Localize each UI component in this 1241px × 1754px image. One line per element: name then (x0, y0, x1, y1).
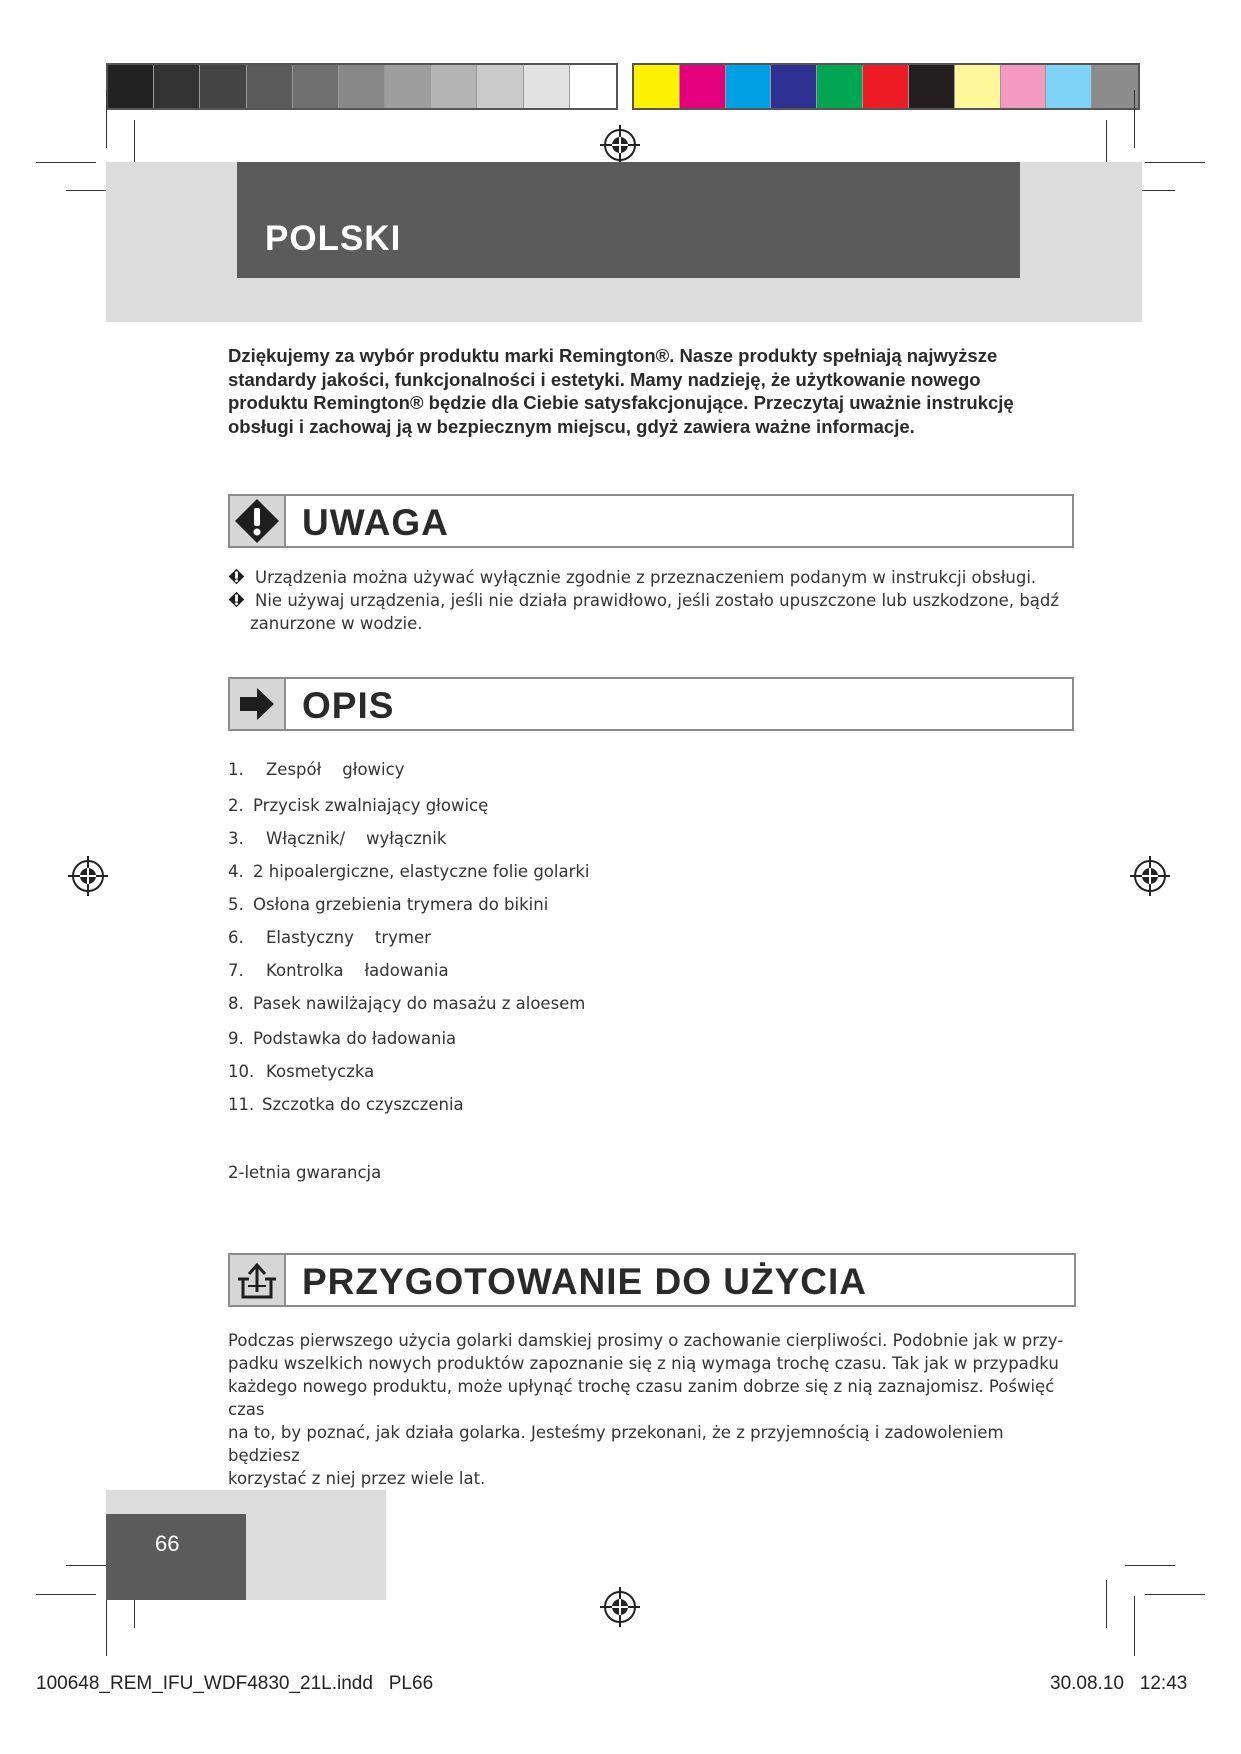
list-item (228, 760, 404, 779)
color-swatch (108, 65, 154, 108)
crop-mark (106, 1596, 107, 1656)
crop-mark (1145, 1594, 1205, 1595)
color-swatch (726, 65, 772, 108)
registration-mark-icon (68, 856, 108, 896)
color-swatch (477, 65, 523, 108)
color-swatch (247, 65, 293, 108)
color-swatch (570, 65, 616, 108)
list-item-number: 9. (228, 1029, 244, 1048)
description-icon-cell (230, 679, 286, 729)
color-swatch (771, 65, 817, 108)
page-number: 66 (155, 1531, 180, 1556)
crop-mark (1106, 1580, 1107, 1628)
list-item (228, 928, 431, 947)
preparation-line: Podczas pierwszego użycia golarki damskiej prosimy o zachowanie cierpliwości. Podobnie jak w przy- (228, 1331, 1064, 1350)
list-item-number: 7. (228, 961, 244, 980)
color-swatch (863, 65, 909, 108)
crop-mark (1125, 1565, 1175, 1566)
list-item-number: 3. (228, 829, 244, 848)
list-item-text: Elastyczny trymer (266, 928, 431, 947)
list-item-number: 6. (228, 928, 244, 947)
warning-icon-cell (230, 496, 286, 546)
registration-mark-icon (600, 125, 640, 165)
list-item (228, 862, 590, 881)
intro-line: standardy jakości, funkcjonalności i estetyki. Mamy nadzieję, że użytkowanie nowego (228, 368, 981, 390)
list-item-number: 2. (228, 796, 244, 815)
list-item-number: 8. (228, 994, 244, 1013)
color-swatch (1092, 65, 1138, 108)
list-item-text: Przycisk zwalniający głowicę (253, 796, 489, 815)
crop-mark (1106, 120, 1107, 168)
color-swatch (200, 65, 246, 108)
registration-mark-icon (1130, 856, 1170, 896)
warning-item (228, 567, 1036, 589)
preparation-title: PRZYGOTOWANIE DO UŻYCIA (302, 1261, 868, 1302)
list-item-text: Włącznik/ wyłącznik (266, 829, 447, 848)
list-item-text: Osłona grzebienia trymera do bikini (253, 895, 549, 914)
list-item-text: Pasek nawilżający do masażu z aloesem (253, 994, 586, 1013)
color-calibration-bar (632, 63, 1140, 110)
list-item-number: 11. (228, 1095, 255, 1114)
warning-item (228, 590, 1059, 612)
list-item (228, 895, 548, 914)
preparation-paragraph (228, 1329, 1078, 1490)
preparation-icon-cell (230, 1255, 286, 1305)
color-swatch (634, 65, 680, 108)
list-item (228, 994, 585, 1013)
intro-paragraph (228, 344, 1068, 438)
intro-line: obsługi i zachowaj ją w bezpiecznym miejscu, gdyż zawiera ważne informacje. (228, 415, 915, 437)
color-swatch (385, 65, 431, 108)
color-swatch (909, 65, 955, 108)
color-swatch (293, 65, 339, 108)
list-item-number: 10. (228, 1062, 255, 1081)
list-item-text: Kontrolka ładowania (266, 961, 449, 980)
crop-mark (134, 120, 135, 168)
crop-mark (1134, 90, 1135, 148)
list-item-number: 1. (228, 760, 244, 779)
list-item (228, 796, 488, 815)
color-swatch (431, 65, 477, 108)
warning-item-text: Nie używaj urządzenia, jeśli nie działa prawidłowo, jeśli zostało upuszczone lub uszkodzone, bądź (255, 591, 1060, 610)
list-item (228, 829, 446, 848)
warning-item-text: Urządzenia można używać wyłącznie zgodnie z przeznaczeniem podanym w instrukcji obsługi. (255, 568, 1037, 587)
color-swatch (817, 65, 863, 108)
registration-mark-icon (600, 1587, 640, 1627)
list-item-text: Kosmetyczka (266, 1062, 375, 1081)
color-swatch (680, 65, 726, 108)
warning-bullet-icon (228, 591, 245, 608)
preparation-section-header (228, 1253, 1076, 1307)
list-item-text: 2 hipoalergiczne, elastyczne folie golarki (253, 862, 590, 881)
grayscale-calibration-bar (106, 63, 618, 110)
description-section-header (228, 677, 1074, 731)
color-swatch (1001, 65, 1047, 108)
crop-mark (1134, 1596, 1135, 1656)
list-item (228, 1029, 456, 1048)
intro-line: produktu Remington® będzie dla Ciebie satysfakcjonujące. Przeczytaj uważnie instrukcję (228, 392, 1014, 413)
list-item (228, 1062, 374, 1081)
list-item-text: Podstawka do ładowania (253, 1029, 457, 1048)
preparation-line: korzystać z niej przez wiele lat. (228, 1469, 486, 1488)
footer-date: 30.08.10 12:43 (1050, 1673, 1188, 1694)
crop-mark (106, 90, 107, 148)
crop-mark (36, 1594, 96, 1595)
crop-mark (1145, 162, 1205, 163)
warranty-note: 2-letnia gwarancja (228, 1163, 382, 1182)
warning-title: UWAGA (302, 502, 449, 543)
arrow-right-icon (237, 686, 277, 722)
preparation-line: na to, by poznać, jak działa golarka. Jesteśmy przekonani, że z przyjemnością i zadowoleniem będziesz (228, 1423, 1004, 1465)
color-swatch (339, 65, 385, 108)
intro-line: Dziękujemy za wybór produktu marki Remington®. Nasze produkty spełniają najwyższe (228, 345, 998, 366)
warning-item-continuation: zanurzone w wodzie. (250, 614, 423, 633)
page-title: POLSKI (265, 219, 402, 258)
list-item (228, 961, 449, 980)
color-swatch (524, 65, 570, 108)
preparation-line: każdego nowego produktu, może upłynąć trochę czasu zanim dobrze się z nią zaznajomisz. Poświęć czas (228, 1377, 1055, 1419)
list-item (228, 1095, 464, 1114)
color-swatch (154, 65, 200, 108)
warning-diamond-icon (233, 497, 281, 545)
crop-mark (36, 162, 96, 163)
list-item-number: 5. (228, 895, 244, 914)
color-swatch (1046, 65, 1092, 108)
warning-bullet-icon (228, 568, 245, 585)
list-item-text: Szczotka do czyszczenia (262, 1095, 464, 1114)
description-title: OPIS (302, 685, 395, 726)
list-item-number: 4. (228, 862, 244, 881)
warning-section-header (228, 494, 1074, 548)
color-swatch (955, 65, 1001, 108)
preparation-line: padku wszelkich nowych produktów zapoznanie się z nią wymaga trochę czasu. Tak jak w przypadku (228, 1354, 1059, 1373)
list-item-text: Zespół głowicy (266, 760, 405, 779)
footer-file-info: 100648_REM_IFU_WDF4830_21L.indd PL66 (36, 1673, 434, 1694)
open-box-icon (236, 1259, 278, 1301)
page-number-box (106, 1514, 246, 1600)
